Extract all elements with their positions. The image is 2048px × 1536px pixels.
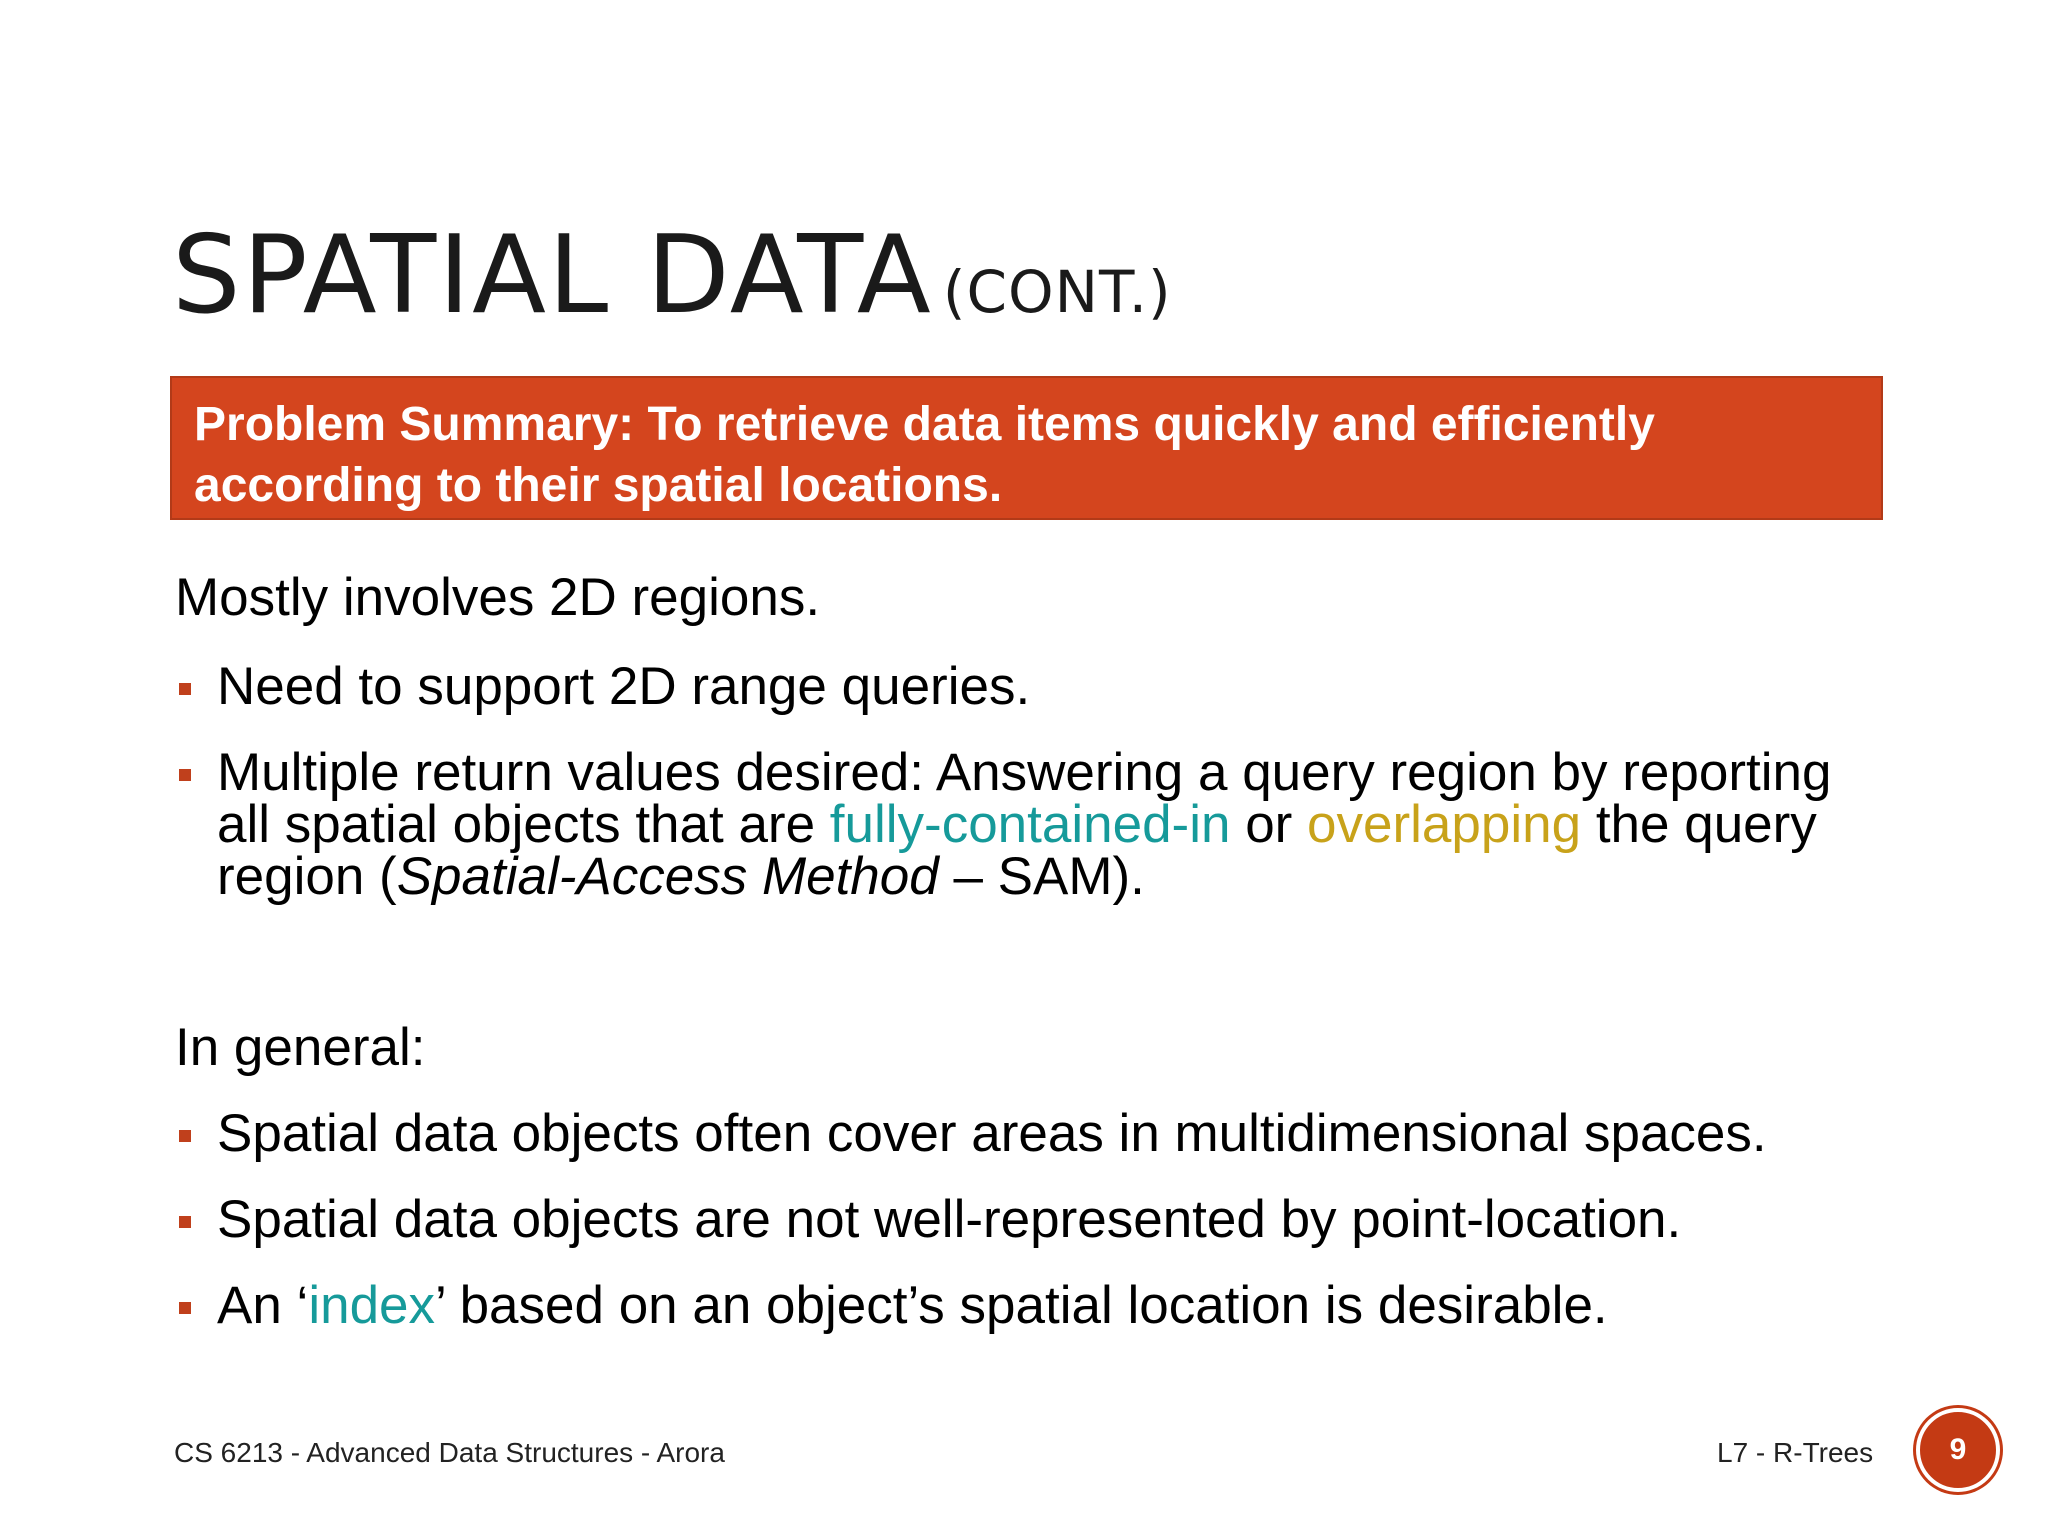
section2-heading: In general: [175,1018,426,1077]
term-overlapping: overlapping [1307,795,1582,854]
banner-line-2: according to their spatial locations. [194,459,1003,512]
bullet-text: Spatial data objects often cover areas in multidimensional spaces. [217,1104,1767,1163]
bullet-text-part2: ’ based on an object’s spatial location is desirable. [435,1276,1608,1335]
banner-line-1: Problem Summary: To retrieve data items quickly and efficiently [194,398,1655,451]
bullet-marker-icon [179,683,191,695]
bullet-marker-icon [179,1130,191,1142]
term-index: index [308,1276,436,1335]
section2-bullet-1 [175,1104,1885,1163]
bullet-marker-icon [179,769,191,781]
section2-bullet-2 [175,1190,1885,1249]
bullet-text-part2: or [1230,795,1308,854]
bullet-text: Spatial data objects are not well-represented by point-location. [217,1190,1682,1249]
problem-summary-banner [170,376,1883,520]
bullet-marker-icon [179,1216,191,1228]
bullet-text-part1: Multiple return values desired: Answering a query region by reporting all spatial objects that are [217,743,1832,854]
term-fully-contained-in: fully-contained-in [829,795,1231,854]
footer-course: CS 6213 - Advanced Data Structures - Arora [174,1437,725,1468]
bullet-text-part4: – SAM). [938,847,1145,906]
bullet-marker-icon [179,1302,191,1314]
page-number-badge: 9 [1916,1408,2000,1492]
section1-heading: Mostly involves 2D regions. [175,568,821,627]
section1-bullet-2 [175,743,1885,906]
footer-lecture: L7 - R-Trees [1717,1437,1874,1468]
bullet-text-part3: the query region ( [217,795,1817,906]
slide-title [172,213,1172,338]
bullet-text-part1: An ‘ [217,1276,309,1335]
bullet-text: Need to support 2D range queries. [217,657,1031,716]
title-sub: (CONT.) [942,258,1172,326]
title-main: SPATIAL DATA [172,213,933,338]
section2-bullet-3 [175,1276,1885,1335]
term-spatial-access-method: Spatial-Access Method [396,847,939,906]
section1-bullet-1 [175,657,1885,716]
